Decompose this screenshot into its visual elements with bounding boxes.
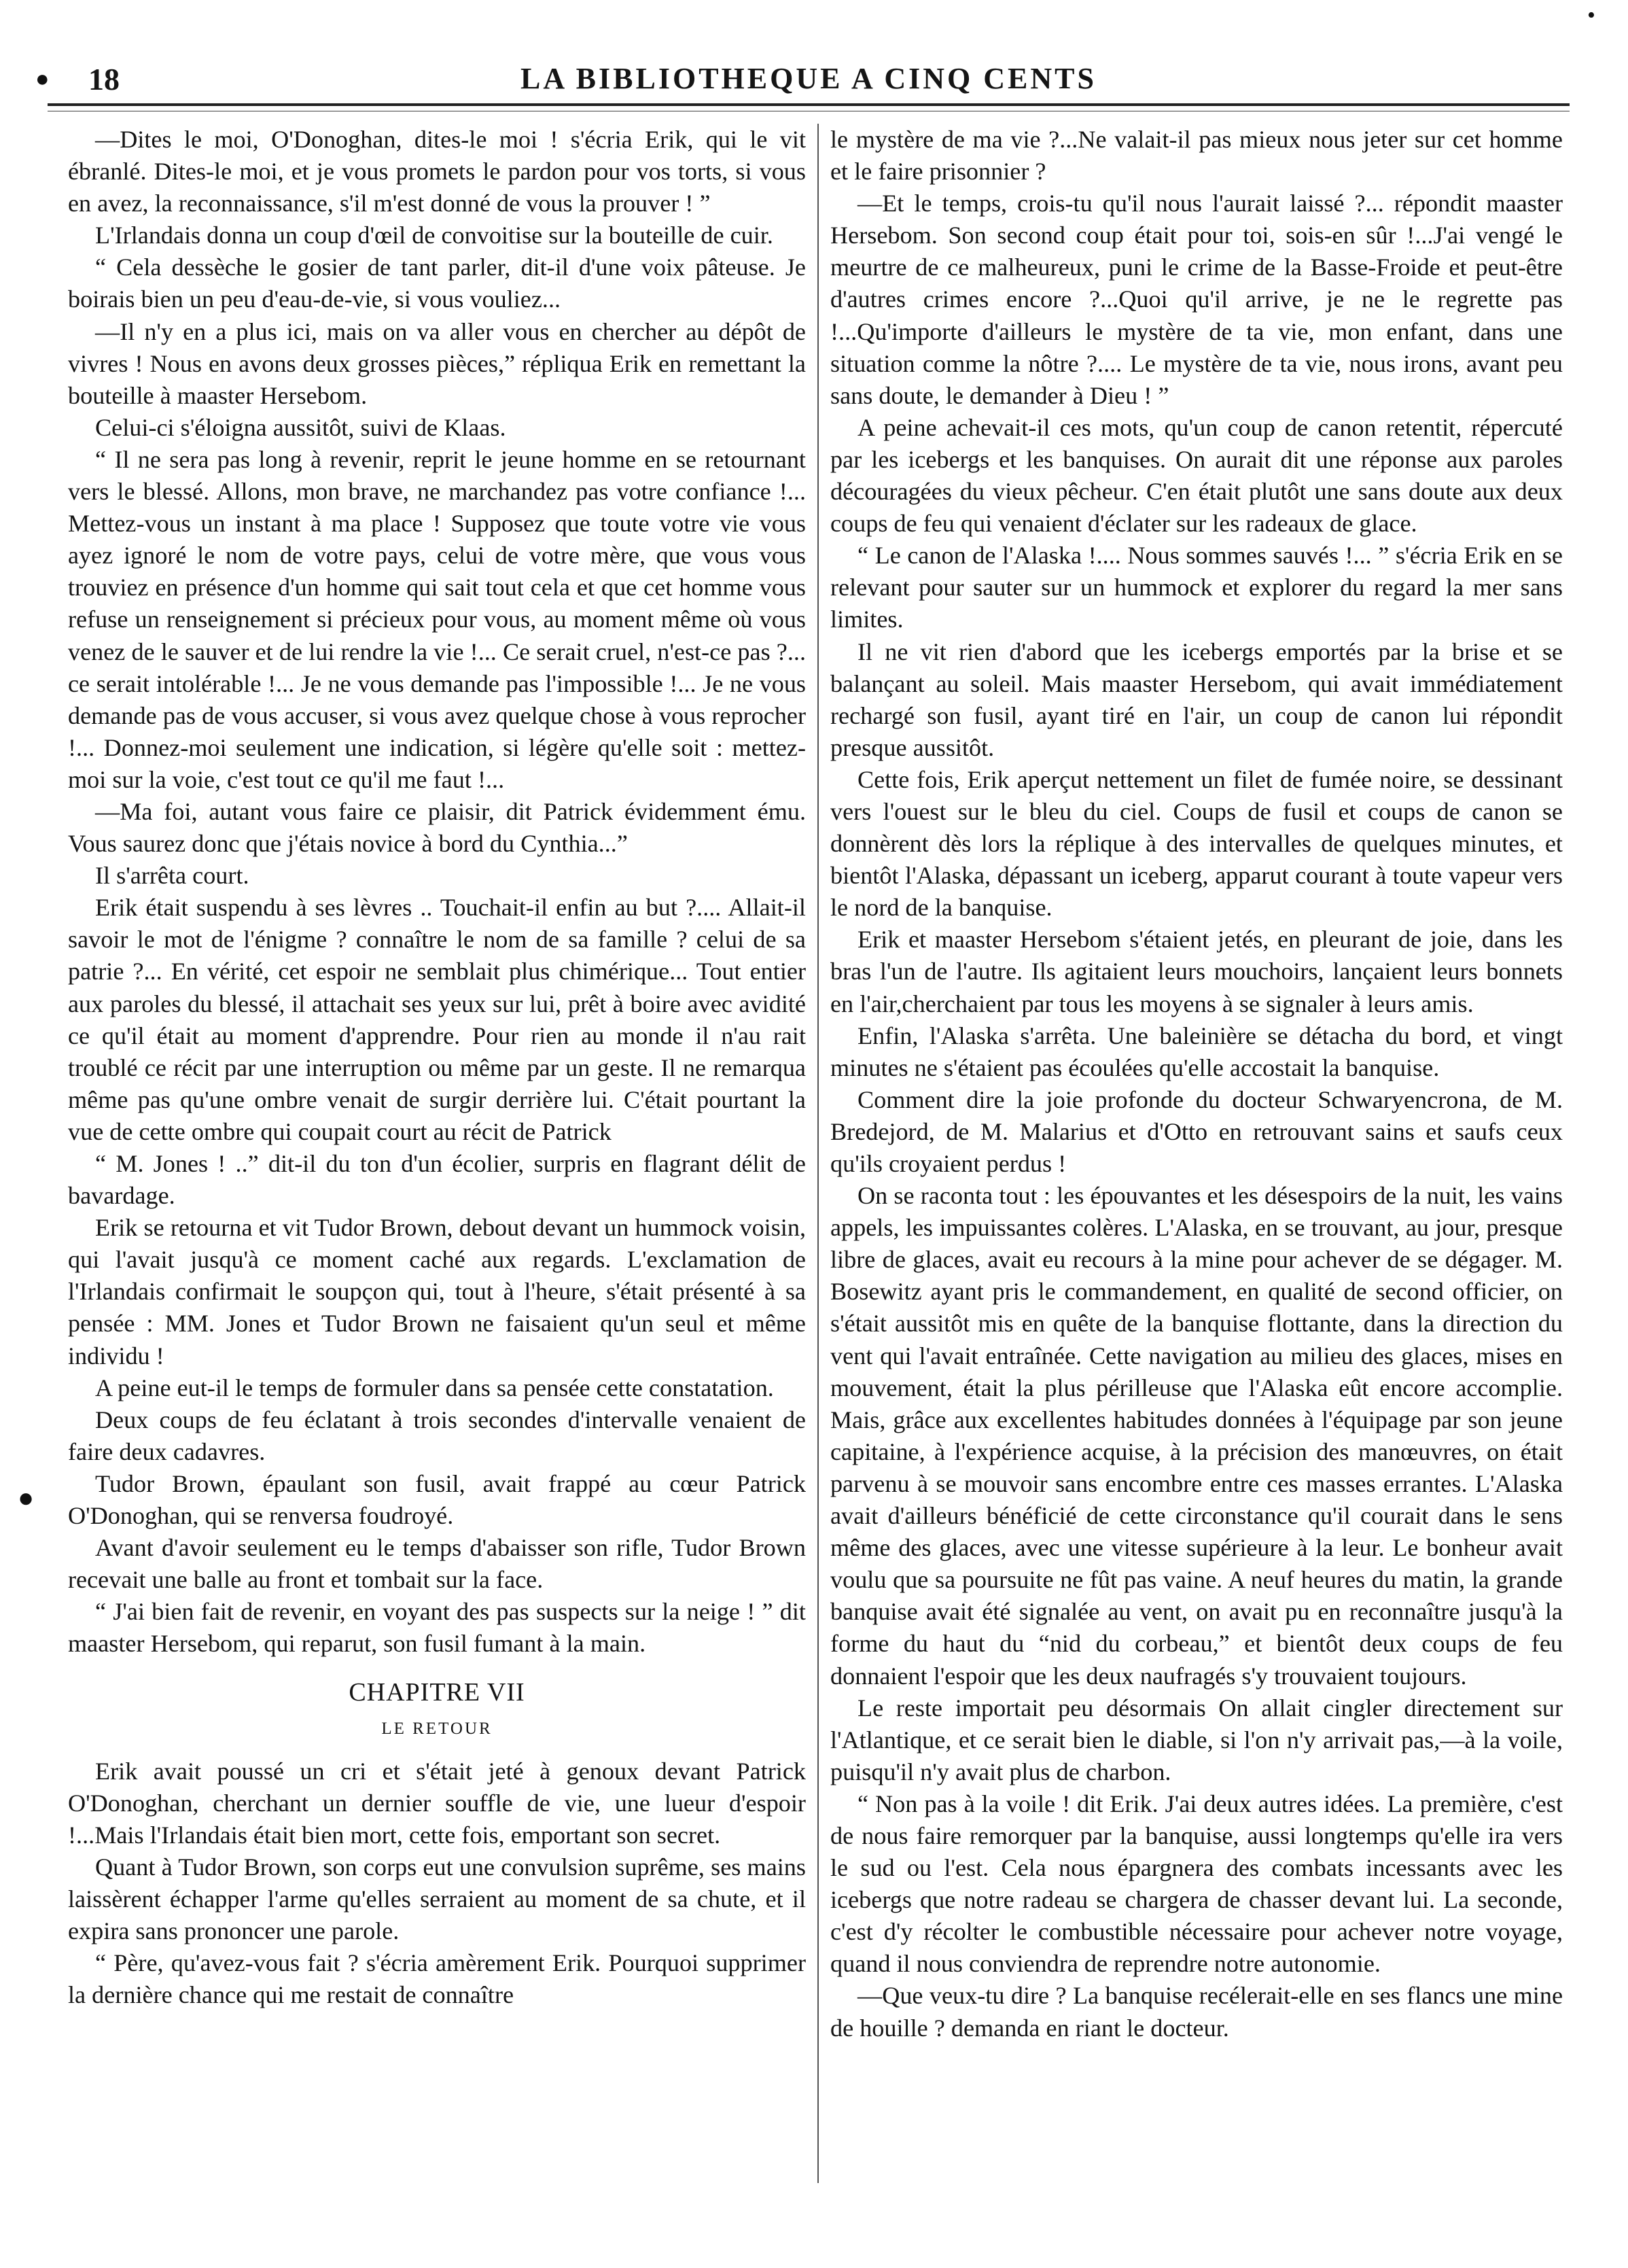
paragraph: “ Il ne sera pas long à revenir, reprit le jeune homme en se retournant vers le blessé. Allons, mon brave, ne marchandez pas votre confiance !... Mettez-vous un instant à ma place ! Supposez que toute votre vie vous ayez ignoré le nom de votre pays, celui de votre mère, que vous vous trouviez en présence d'un homme qui sait tout cela et que cet homme vous refuse un renseignement si précieux pour vous, au moment même où vous venez de le sauver et de lui rendre la vie !... Ce serait cruel, n'est-ce pas ?... ce serait intolérable !... Je ne vous demande pas l'impossible !... Je ne vous demande pas de vous accuser, si vous avez quelque chose à vous reprocher !... Donnez-moi seulement une indication, si légère qu'elle soit : mettez-moi sur la voie, c'est tout ce qu'il me faut !... [68, 445, 806, 793]
page-header [48, 61, 1570, 101]
paragraph: “ Non pas à la voile ! dit Erik. J'ai deux autres idées. La première, c'est de nous faire remorquer par la banquise, aussi longtemps qu'elle ira vers le sud ou l'est. Cela nous épargnera des combats incessants avec les icebergs que notre radeau se chargera de chasser devant lui. La seconde, c'est d'y récolter le combustible nécessaire pour achever notre voyage, quand il nous conviendra de reprendre notre autonomie. [830, 1790, 1563, 1978]
paragraph: Celui-ci s'éloigna aussitôt, suivi de Klaas. [95, 413, 506, 441]
paragraph: —Ma foi, autant vous faire ce plaisir, dit Patrick évidemment ému. Vous saurez donc que j'étais novice à bord du Cynthia...” [68, 797, 806, 858]
paragraph-continuation: le mystère de ma vie ?...Ne valait-il pas mieux nous jeter sur cet homme et le faire prisonnier ? [830, 126, 1563, 186]
column-divider [817, 124, 819, 2183]
left-column [68, 124, 806, 2011]
paragraph: “ J'ai bien fait de revenir, en voyant des pas suspects sur la neige ! ” dit maaster Hersebom, qui reparut, son fusil fumant à la main. [68, 1598, 806, 1658]
chapter-title: CHAPITRE VII [349, 1677, 525, 1707]
ink-blot-mark: • [1587, 3, 1595, 28]
paragraph: L'Irlandais donna un coup d'œil de convoitise sur la bouteille de cuir. [95, 222, 773, 249]
paragraph: Erik se retourna et vit Tudor Brown, debout devant un hummock voisin, qui l'avait jusqu'à ce moment caché aux regards. L'exclamation de l'Irlandais confirmait le soupçon qui, tout à l'heure, s'était présenté à sa pensée : MM. Jones et Tudor Brown ne faisaient qu'un seul et même individu ! [68, 1214, 806, 1369]
paragraph: Enfin, l'Alaska s'arrêta. Une baleinière se détacha du bord, et vingt minutes ne s'étaient pas écoulées qu'elle accostait la banquise. [830, 1022, 1563, 1081]
header-rule [48, 103, 1570, 106]
paragraph: —Que veux-tu dire ? La banquise recélerait-elle en ses flancs une mine de houille ? demanda en riant le docteur. [830, 1982, 1563, 2042]
paragraph: “ M. Jones ! ..” dit-il du ton d'un écolier, surpris en flagrant délit de bavardage. [68, 1150, 806, 1210]
paragraph: Deux coups de feu éclatant à trois secondes d'intervalle venaient de faire deux cadavres. [68, 1406, 806, 1465]
paragraph: Avant d'avoir seulement eu le temps d'abaisser son rifle, Tudor Brown recevait une balle au front et tombait sur la face. [68, 1534, 806, 1594]
ink-blot-mark: ● [35, 67, 50, 92]
paragraph: Erik était suspendu à ses lèvres .. Touchait-il enfin au but ?.... Allait-il savoir le mot de l'énigme ? connaître le nom de sa famille ? celui de sa patrie ?... En vérité, cet espoir ne semblait plus chimérique... Tout entier aux paroles du blessé, il attachait ses yeux sur lui, prêt à boire avec avidité ce qu'il était au moment d'apprendre. Pour rien au monde il n'au rait troublé ce récit par une interruption ou même par un geste. Il ne remarqua même pas qu'une ombre venait de surgir derrière lui. C'était pourtant la vue de cette ombre qui coupait court au récit de Patrick [68, 894, 806, 1145]
ink-blot-mark: ● [18, 1482, 35, 1513]
paragraph: Cette fois, Erik aperçut nettement un filet de fumée noire, se dessinant vers l'ouest sur le bleu du ciel. Coups de fusil et coups de canon se donnèrent dès lors la réplique à des intervalles de quelques minutes, et bientôt l'Alaska, dépassant un iceberg, apparut courant à toute vapeur vers le nord de la banquise. [830, 765, 1563, 922]
paragraph: A peine eut-il le temps de formuler dans sa pensée cette constatation. [95, 1374, 774, 1401]
paragraph: —Il n'y en a plus ici, mais on va aller vous en chercher au dépôt de vivres ! Nous en avons deux grosses pièces,” répliqua Erik en remettant la bouteille à maaster Hersebom. [68, 317, 806, 409]
paragraph: —Et le temps, crois-tu qu'il nous l'aurait laissé ?... répondit maaster Hersebom. Son second coup était pour toi, sois-en sûr !...J'ai vengé le meurtre de ce malheureux, puni le crime de la Basse-Froide et peut-être d'autres crimes encore ?...Quoi qu'il arrive, je ne le regrette pas !...Qu'importe d'ailleurs le mystère de ta vie, mon enfant, dans une situation comme la nôtre ?.... Le mystère de ta vie, nous irons, avant peu sans doute, le demander à Dieu ! ” [830, 190, 1563, 409]
paragraph: Tudor Brown, épaulant son fusil, avait frappé au cœur Patrick O'Donoghan, qui se renversa foudroyé. [68, 1469, 806, 1530]
running-title: LA BIBLIOTHEQUE A CINQ CENTS [520, 62, 1097, 95]
paragraph: “ Le canon de l'Alaska !.... Nous sommes sauvés !... ” s'écria Erik en se relevant pour sauter sur un hummock et explorer du regard la mer sans limites. [830, 542, 1563, 633]
paragraph: Le reste importait peu désormais On allait cingler directement sur l'Atlantique, et ce serait bien le diable, si l'on n'y arrivait pas,—à la voile, puisqu'il n'y avait plus de charbon. [830, 1694, 1563, 1785]
right-column [830, 124, 1563, 2044]
paragraph: Il ne vit rien d'abord que les icebergs emportés par la brise et se balançant au soleil. Mais maaster Hersebom, qui avait immédiatement rechargé son fusil, ayant tiré en l'air, un coup de canon lui répondit presque aussitôt. [830, 638, 1563, 761]
paragraph: —Dites le moi, O'Donoghan, dites-le moi ! s'écria Erik, qui le vit ébranlé. Dites-le moi, et je vous promets le pardon pour vos torts, si vous en avez, la reconnaissance, s'il m'est donné de vous la prouver ! ” [68, 126, 806, 217]
paragraph: “ Cela dessèche le gosier de tant parler, dit-il d'une voix pâteuse. Je boirais bien un peu d'eau-de-vie, si vous vouliez... [68, 254, 806, 313]
chapter-subtitle: LE RETOUR [381, 1719, 493, 1738]
paragraph: Erik avait poussé un cri et s'était jeté à genoux devant Patrick O'Donoghan, cherchant un dernier souffle de vie, une lueur d'espoir !...Mais l'Irlandais était bien mort, cette fois, emportant son secret. [68, 1757, 806, 1849]
paragraph: Erik et maaster Hersebom s'étaient jetés, en pleurant de joie, dans les bras l'un de l'autre. Ils agitaient leurs mouchoirs, lançaient leurs bonnets en l'air,cherchaient par tous les moyens à se signaler à leurs amis. [830, 926, 1563, 1017]
page-number: 18 [88, 62, 120, 97]
paragraph: “ Père, qu'avez-vous fait ? s'écria amèrement Erik. Pourquoi supprimer la dernière chance qui me restait de connaître [68, 1949, 806, 2009]
paragraph: Comment dire la joie profonde du docteur Schwaryencrona, de M. Bredejord, de M. Malarius et d'Otto en retrouvant sains et saufs ceux qu'ils croyaient perdus ! [830, 1085, 1563, 1177]
paragraph: Il s'arrêta court. [95, 862, 249, 890]
paragraph: A peine achevait-il ces mots, qu'un coup de canon retentit, répercuté par les icebergs et les banquises. On aurait dit une réponse aux paroles découragées du vieux pêcheur. C'en était plutôt une sans doute aux deux coups de feu qui venaient d'éclater sur les radeaux de glace. [830, 413, 1563, 538]
paragraph: Quant à Tudor Brown, son corps eut une convulsion suprême, ses mains laissèrent échapper l'arme qu'elles serraient au moment de sa chute, et il expira sans prononcer une parole. [68, 1853, 806, 1945]
paragraph: On se raconta tout : les épouvantes et les désespoirs de la nuit, les vains appels, les impuissantes colères. L'Alaska, en se trouvant, au jour, presque libre de glaces, avait eu recours à la mine pour achever de se dégager. M. Bosewitz ayant pris le commandement, en qualité de second officier, on s'était aussitôt mis en quête de la banquise flottante, dans la direction du vent qui l'avait entraînée. Cette navigation au milieu des glaces, mises en mouvement, était la plus périlleuse que l'Alaska eût encore accomplie. Mais, grâce aux excellentes habitudes données à l'équipage par son jeune capitaine, à l'expérience acquise, à la précision des manœuvres, on était parvenu à se mouvoir sans encombre entre ces masses errantes. L'Alaska avait d'ailleurs bénéficié de cette circonstance qu'il courait dans le sens même des glaces, avec une vitesse supérieure à la leur. Le bonheur avait voulu que sa poursuite ne fût pas vaine. A neuf heures du matin, la grande banquise avait été signalée au vent, on avait pu en reconnaître jusqu'à la forme du haut du “nid du corbeau,” et bientôt deux coups de feu donnaient l'espoir que les deux naufragés s'y trouvaient toujours. [830, 1182, 1563, 1690]
